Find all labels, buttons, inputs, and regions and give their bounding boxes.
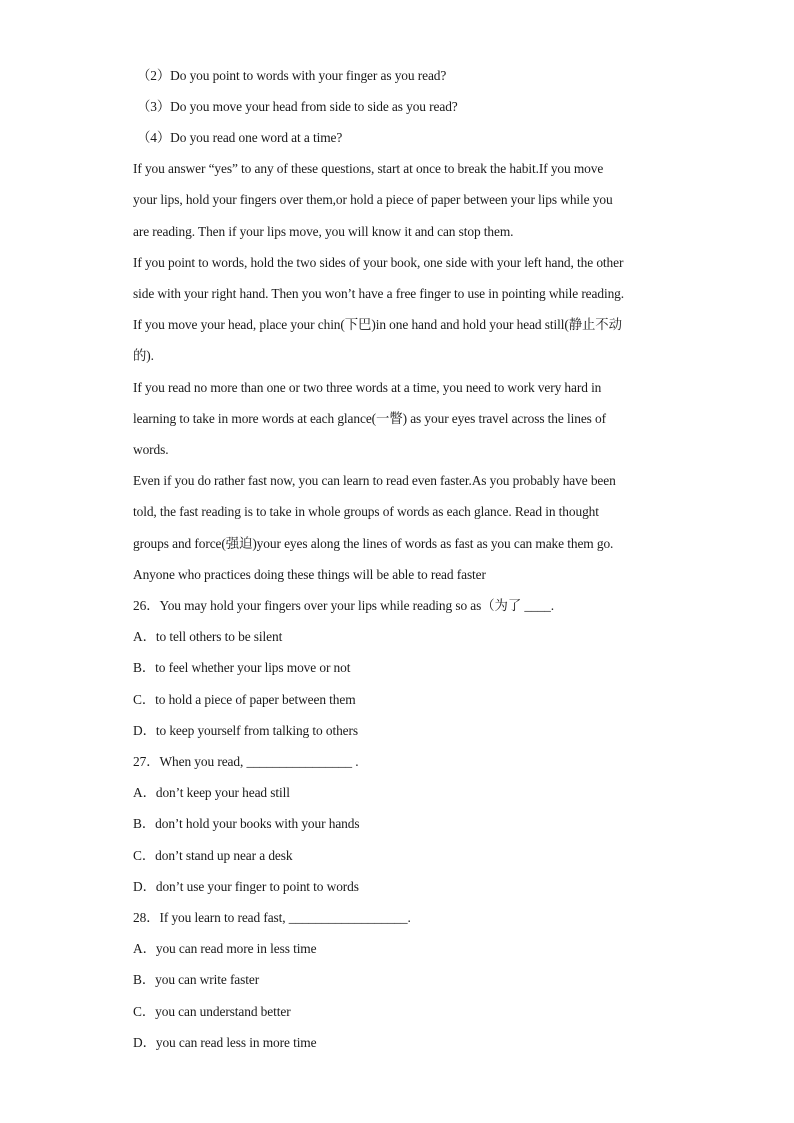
passage-line: groups and force(强迫)your eyes along the lines of words as fast as you can make them go. [133,536,614,551]
question-26-option-d: D．to keep yourself from talking to others [133,723,358,738]
passage-line: side with your right hand. Then you won’t have a free finger to use in pointing while reading. [133,286,625,301]
passage-line: If you point to words, hold the two sides of your book, one side with your left hand, the other [133,255,624,270]
passage-line: If you move your head, place your chin(下巴)in one hand and hold your head still(静止不动 [133,317,622,332]
question-28-stem: 28．If you learn to read fast, __________________. [133,910,411,925]
question-26-stem: 26．You may hold your fingers over your lips while reading so as（为了 ____. [133,598,555,613]
passage-line: are reading. Then if your lips move, you will know it and can stop them. [133,224,514,239]
passage-line: Anyone who practices doing these things will be able to read faster [133,567,486,582]
passage-line: If you answer “yes” to any of these questions, start at once to break the habit.If you move [133,161,604,176]
passage-question-2: （2）Do you point to words with your finger as you read? [137,68,447,83]
question-26-option-b: B．to feel whether your lips move or not [133,660,351,675]
passage-question-3: （3）Do you move your head from side to side as you read? [137,99,458,114]
question-28-option-a: A．you can read more in less time [133,941,317,956]
question-26-option-a: A．to tell others to be silent [133,629,283,644]
question-27-option-c: C．don’t stand up near a desk [133,848,293,863]
question-26-option-c: C．to hold a piece of paper between them [133,692,356,707]
question-28-option-d: D．you can read less in more time [133,1035,317,1050]
question-28-option-c: C．you can understand better [133,1004,291,1019]
passage-question-4: （4）Do you read one word at a time? [137,130,343,145]
passage-line: 的). [133,348,154,363]
passage-line: your lips, hold your fingers over them,or hold a piece of paper between your lips while you [133,192,613,207]
question-28-option-b: B．you can write faster [133,972,260,987]
passage-line: told, the fast reading is to take in whole groups of words as each glance. Read in thought [133,504,599,519]
passage-line: words. [133,442,169,457]
passage-line: If you read no more than one or two three words at a time, you need to work very hard in [133,380,602,395]
question-27-stem: 27．When you read, ________________ . [133,754,359,769]
question-27-option-b: B．don’t hold your books with your hands [133,816,360,831]
question-27-option-d: D．don’t use your finger to point to words [133,879,359,894]
question-27-option-a: A．don’t keep your head still [133,785,290,800]
passage-line: learning to take in more words at each glance(一瞥) as your eyes travel across the lines of [133,411,606,426]
passage-line: Even if you do rather fast now, you can learn to read even faster.As you probably have been [133,473,616,488]
